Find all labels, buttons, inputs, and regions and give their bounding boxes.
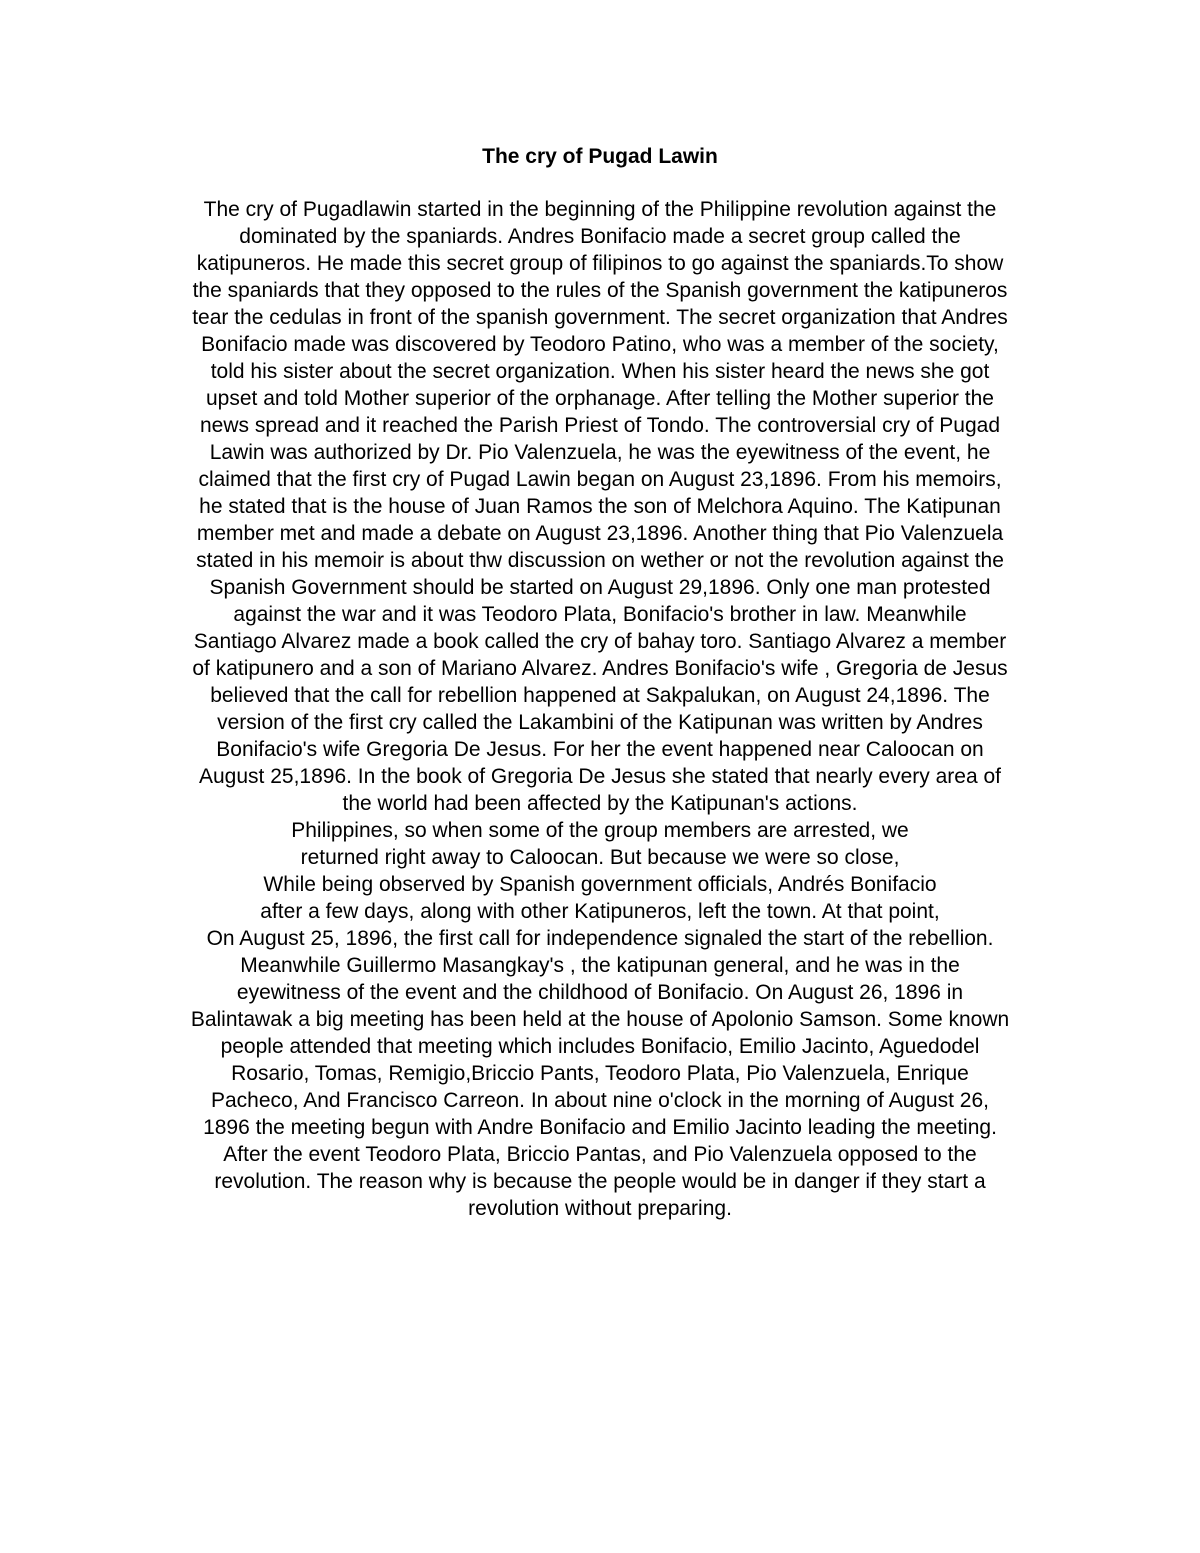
body-line: revolution without preparing. xyxy=(468,1197,732,1220)
body-line: upset and told Mother superior of the orphanage. After telling the Mother superior the xyxy=(206,387,994,410)
body-line: eyewitness of the event and the childhood of Bonifacio. On August 26, 1896 in xyxy=(236,981,964,1004)
body-line: revolution. The reason why is because the people would be in danger if they start a xyxy=(214,1170,986,1193)
document-title: The cry of Pugad Lawin xyxy=(482,145,718,168)
body-line: stated in his memoir is about thw discussion on wether or not the revolution against the xyxy=(196,549,1004,572)
body-line: After the event Teodoro Plata, Briccio Pantas, and Pio Valenzuela opposed to the xyxy=(223,1143,977,1166)
body-line: returned right away to Caloocan. But because we were so close, xyxy=(300,846,900,869)
body-line: of katipunero and a son of Mariano Alvarez. Andres Bonifacio's wife , Gregoria de Jesus xyxy=(192,657,1008,680)
body-line: Pacheco, And Francisco Carreon. In about nine o'clock in the morning of August 26, xyxy=(211,1089,989,1112)
body-line: he stated that is the house of Juan Ramos the son of Melchora Aquino. The Katipunan xyxy=(199,495,1001,518)
body-line: after a few days, along with other Katipuneros, left the town. At that point, xyxy=(260,900,940,923)
body-line: On August 25, 1896, the first call for independence signaled the start of the rebellion. xyxy=(206,927,994,950)
body-line: version of the first cry called the Lakambini of the Katipunan was written by Andres xyxy=(217,711,983,734)
body-line: dominated by the spaniards. Andres Bonifacio made a secret group called the xyxy=(239,225,961,248)
body-line: Santiago Alvarez made a book called the cry of bahay toro. Santiago Alvarez a member xyxy=(193,630,1007,653)
body-line: 1896 the meeting begun with Andre Bonifacio and Emilio Jacinto leading the meeting. xyxy=(203,1116,997,1139)
body-line: Meanwhile Guillermo Masangkay's , the katipunan general, and he was in the xyxy=(240,954,960,977)
body-line: Bonifacio's wife Gregoria De Jesus. For her the event happened near Caloocan on xyxy=(216,738,984,761)
body-line: member met and made a debate on August 23,1896. Another thing that Pio Valenzuela xyxy=(196,522,1004,545)
body-line: August 25,1896. In the book of Gregoria De Jesus she stated that nearly every area of xyxy=(199,765,1001,788)
document-body xyxy=(0,196,1200,1222)
body-line: Bonifacio made was discovered by Teodoro Patino, who was a member of the society, xyxy=(201,333,999,356)
body-line: claimed that the first cry of Pugad Lawin began on August 23,1896. From his memoirs, xyxy=(198,468,1002,491)
body-line: tear the cedulas in front of the spanish government. The secret organization that Andres xyxy=(192,306,1008,329)
body-line: Rosario, Tomas, Remigio,Briccio Pants, Teodoro Plata, Pio Valenzuela, Enrique xyxy=(231,1062,969,1085)
body-line: believed that the call for rebellion happened at Sakpalukan, on August 24,1896. The xyxy=(210,684,990,707)
body-line: Lawin was authorized by Dr. Pio Valenzuela, he was the eyewitness of the event, he xyxy=(209,441,991,464)
body-line: news spread and it reached the Parish Priest of Tondo. The controversial cry of Pugad xyxy=(199,414,1000,437)
body-line: people attended that meeting which includes Bonifacio, Emilio Jacinto, Aguedodel xyxy=(220,1035,980,1058)
body-line: against the war and it was Teodoro Plata, Bonifacio's brother in law. Meanwhile xyxy=(233,603,967,626)
body-line: Balintawak a big meeting has been held at the house of Apolonio Samson. Some known xyxy=(190,1008,1010,1031)
body-line: The cry of Pugadlawin started in the beginning of the Philippine revolution against the xyxy=(203,198,997,221)
body-line: While being observed by Spanish government officials, Andrés Bonifacio xyxy=(263,873,937,896)
body-line: Philippines, so when some of the group members are arrested, we xyxy=(291,819,909,842)
body-line: katipuneros. He made this secret group of filipinos to go against the spaniards.To show xyxy=(196,252,1004,275)
body-line: told his sister about the secret organization. When his sister heard the news she got xyxy=(210,360,990,383)
body-line: the spaniards that they opposed to the rules of the Spanish government the katipuneros xyxy=(192,279,1008,302)
body-line: the world had been affected by the Katipunan's actions. xyxy=(342,792,858,815)
body-line: Spanish Government should be started on August 29,1896. Only one man protested xyxy=(209,576,991,599)
